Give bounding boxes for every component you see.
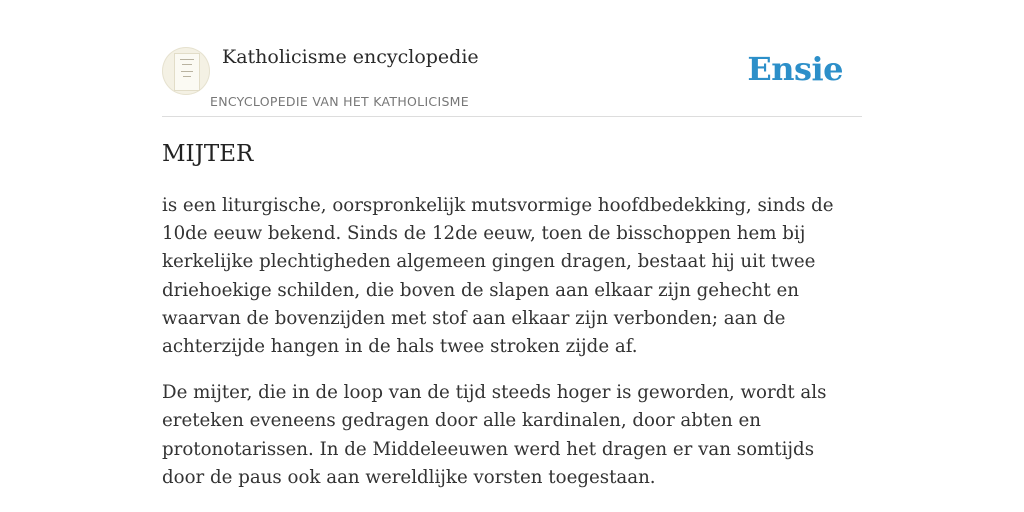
entry-paragraph: is een liturgische, oorspronkelijk mutsvormige hoofdbedekking, sinds de 10de eeuw bekend. Sinds de 12de eeuw, toen de bisschoppen hem bij kerkelijke plechtigheden algemeen gingen dragen, bestaat hij uit twee driehoekige schilden, die boven de slapen aan elkaar zijn gehecht en waarvan de bovenzijden met stof aan elkaar zijn verbonden; aan de achterzijde hangen in de hals twee stroken zijde af. (162, 195, 834, 358)
cover-page (174, 53, 200, 91)
site-header (162, 0, 862, 117)
cover-line (180, 59, 194, 60)
ensie-logo-link[interactable]: Ensie (747, 50, 843, 88)
entry-title: MIJTER (162, 141, 254, 167)
entry-body (162, 192, 862, 510)
entry-paragraph: De mijter, die in de loop van de tijd steeds hoger is geworden, wordt als ereteken eveneens gedragen door alle kardinalen, door abten en protonotarissen. In de Middeleeuwen werd het dragen er van somtijds door de paus ook aan wereldlijke vorsten toegestaan. (162, 382, 827, 488)
site-name-link[interactable]: Katholicisme encyclopedie (222, 46, 479, 68)
book-cover-icon[interactable] (162, 47, 210, 95)
page (162, 0, 862, 488)
cover-line (182, 64, 192, 65)
site-subtitle: ENCYCLOPEDIE VAN HET KATHOLICISME (210, 94, 469, 109)
cover-line (181, 71, 193, 72)
cover-line (183, 76, 191, 77)
